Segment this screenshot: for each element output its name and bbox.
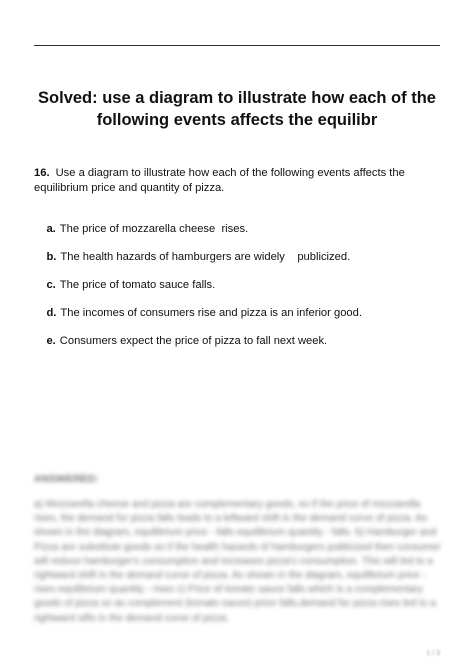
event-label: b. [46,251,57,263]
event-item-e [34,320,327,362]
answer-heading: ANSWERED: [34,473,99,485]
event-text: The health hazards of hamburgers are widely publicized. [60,251,351,263]
event-label: d. [46,307,57,319]
question-number: 16. [34,167,50,179]
question-prompt [34,166,444,195]
event-label: c. [46,279,56,291]
event-text: The incomes of consumers rise and pizza is an inferior good. [60,307,362,319]
event-text: Consumers expect the price of pizza to fall next week. [59,335,328,347]
blurred-answer-section [34,472,444,626]
event-text: The price of mozzarella cheese rises. [59,223,249,235]
answer-text: a) Mozzarella cheese and pizza are complementary goods, so if the price of mozzarella rises, the demand for pizza falls leads to a leftward shift in the demand curve of pizza. As shown in the diagram, equilibrium price - falls equilibrium quantity - falls. b) Hamburger and Pizza are substitute goods so if the health hazards of hamburgers publicized then consumer will reduce hamburger's consumption and increases pizza's consumption. This will led to a rightward shift in the demand curve of pizza. As shown in the diagram, equilibrium price - rises equilibrium quantity - rises c) Price of tomato sauce falls which is a complementary goods of pizza so as complement (tomato sauce) price falls,demand for pizza rises led to a rightward sifts in the demand curve of pizza. [34,499,441,624]
event-label: e. [46,335,56,347]
page-number: 1 / 3 [426,650,440,657]
event-text: The price of tomato sauce falls. [59,279,216,291]
page-title: Solved: use a diagram to illustrate how each of the following events affects the equilibr [38,89,436,129]
top-divider [34,45,440,46]
event-label: a. [46,223,56,235]
question-text: Use a diagram to illustrate how each of the following events affects the equilibrium price and quantity of pizza. [34,167,405,194]
